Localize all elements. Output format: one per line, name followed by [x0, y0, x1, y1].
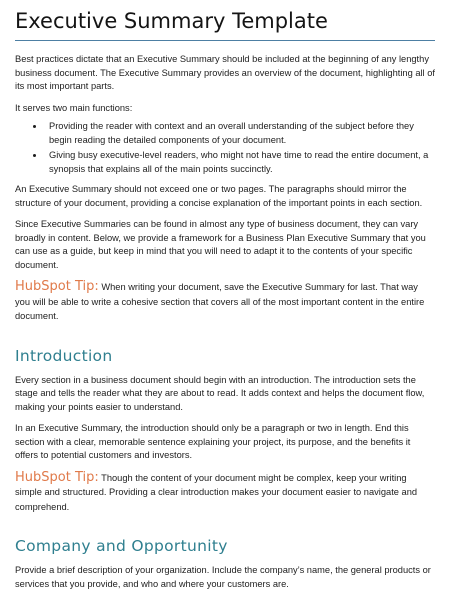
section-heading-introduction: Introduction [15, 346, 113, 365]
document-page [15, 8, 435, 599]
document-title: Executive Summary Template [15, 9, 328, 33]
tip-label: HubSpot Tip: [15, 279, 99, 294]
section-heading-company: Company and Opportunity [15, 537, 228, 555]
hubspot-tip-1 [15, 280, 435, 324]
title-underline [15, 40, 435, 41]
intro-paragraph-4: Since Executive Summaries can be found in almost any type of business document, they can vary broadly in content. Below, we provide a framework for a Business Plan Executive Summary that you can use as a guide, but keep in mind that you will need to adapt it to the contents of your specific document. [15, 219, 426, 270]
function-item-1: • Providing the reader with context and an overall understanding of the subject before they begin reading the detailed components of your document. [45, 120, 435, 147]
company-paragraph-1: Provide a brief description of your organization. Include the company’s name, the general products or services that you provide, and who and where your customers are. [15, 565, 431, 589]
hubspot-tip-2 [15, 471, 435, 515]
intro-paragraph-2: It serves two main functions: [15, 102, 133, 113]
tip-label: HubSpot Tip: [15, 469, 99, 485]
introduction-paragraph-2: In an Executive Summary, the introduction should only be a paragraph or two in length. End this section with a clear, memorable sentence explaining your project, its purpose, and the benefits it offers to potential customers and investors. [15, 423, 411, 460]
function-item-2: • Giving busy executive-level readers, who might not have time to read the entire document, a synopsis that explains all of the main points succinctly. [45, 149, 435, 176]
introduction-paragraph-1: Every section in a business document should begin with an introduction. The introduction sets the stage and tells the reader what they are about to read. It adds context and helps the document flow, making your points easier to understand. [15, 374, 425, 412]
tip-text: Though the content of your document might be complex, keep your writing simple and structured. Providing a clear introduction makes your document easier to navigate and comprehend. [15, 472, 418, 512]
intro-paragraph-3: An Executive Summary should not exceed one or two pages. The paragraphs should mirror the structure of your document, providing a concise explanation of the important points in each section. [15, 184, 423, 208]
intro-paragraph-1: Best practices dictate that an Executive Summary should be included at the beginning of any lengthy business document. The Executive Summary provides an overview of the document, highlighting all of its most important parts. [15, 54, 435, 91]
functions-list [15, 120, 435, 176]
tip-text: When writing your document, save the Executive Summary for last. That way you will be able to write a cohesive section that covers all of the most important content in the entire document. [15, 282, 425, 321]
